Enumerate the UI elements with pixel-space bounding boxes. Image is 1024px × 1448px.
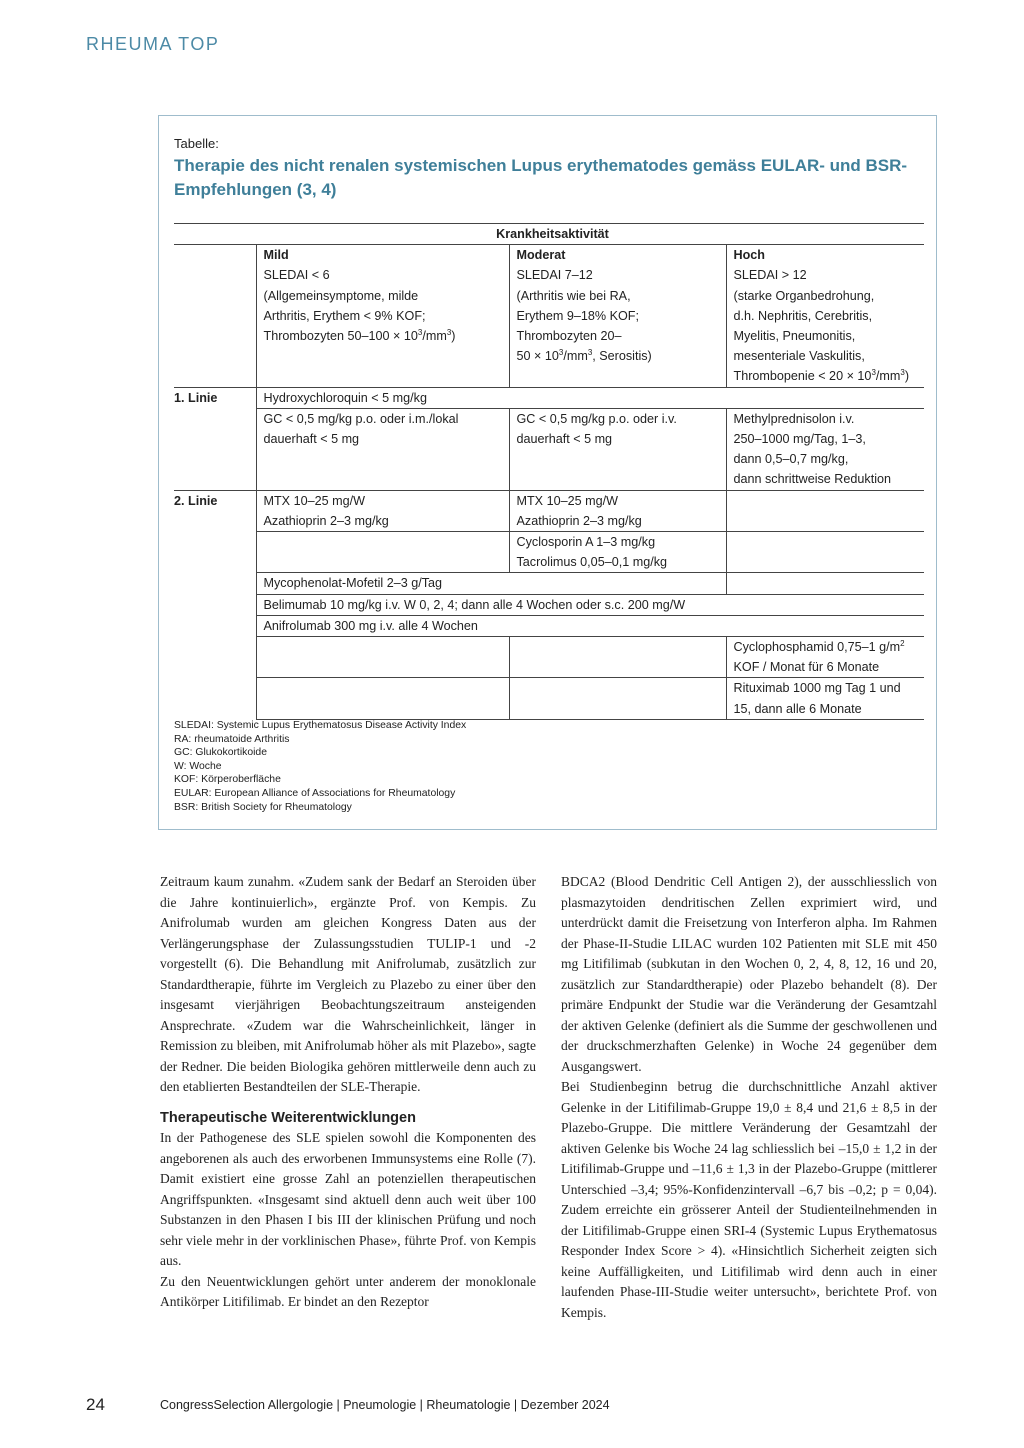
col-moderat (509, 245, 726, 387)
empty-cell (726, 532, 924, 573)
line2-row (174, 490, 924, 531)
abbreviation-list (174, 719, 466, 814)
table-box (158, 115, 937, 830)
line2-label: 2. Linie (174, 490, 256, 719)
table-kicker: Tabelle: (174, 136, 219, 151)
line1-moderat: GC < 0,5 mg/kg p.o. oder i.v. dauerhaft < 5 mg (509, 408, 726, 490)
line2-anifrolumab-row (174, 615, 924, 636)
col-moderat-title: Moderat (516, 248, 566, 263)
col-hoch-line: (starke Organbedrohung, (733, 288, 875, 303)
line2-moderat-b: Cyclosporin A 1–3 mg/kg Tacrolimus 0,05–0,1 mg/kg (509, 532, 726, 573)
line2-cyclosporin-row (174, 532, 924, 573)
belimumab-cell: Belimumab 10 mg/kg i.v. W 0, 2, 4; dann alle 4 Wochen oder s.c. 200 mg/W (256, 594, 924, 615)
empty-cell (726, 573, 924, 594)
line2-mild-a: MTX 10–25 mg/W Azathioprin 2–3 mg/kg (256, 490, 509, 531)
abbreviation: SLEDAI: Systemic Lupus Erythematosus Disease Activity Index (174, 720, 467, 731)
col-hoch (726, 245, 924, 387)
line2-mmf-row (174, 573, 924, 594)
col-mild (256, 245, 509, 387)
empty-cell (256, 678, 509, 719)
col-moderat-line: (Arthritis wie bei RA, (516, 288, 631, 303)
line2-belimumab-row (174, 594, 924, 615)
therapy-table (174, 223, 924, 720)
anifrolumab-cell: Anifrolumab 300 mg i.v. alle 4 Wochen (256, 615, 924, 636)
abbreviation: BSR: British Society for Rheumatology (174, 801, 352, 813)
line1-hoch: Methylprednisolon i.v. 250–1000 mg/Tag, 1–3, dann 0,5–0,7 mg/kg, dann schrittweise Reduktion (726, 408, 924, 490)
col-moderat-line: Erythem 9–18% KOF; (516, 308, 639, 323)
abbreviation: W: Woche (174, 760, 222, 772)
table-header-row (174, 224, 924, 245)
col-moderat-line: SLEDAI 7–12 (516, 268, 593, 283)
paragraph: Zu den Neuentwicklungen gehört unter anderem der monoklonale Antikörper Litifilimab. Er bindet an den Rezeptor (160, 1273, 536, 1309)
line2-cyclophosphamid-row (174, 637, 924, 678)
col-mild-line: (Allgemeinsymptome, milde (263, 288, 419, 303)
col-hoch-line: mesenteriale Vaskulitis, (733, 349, 865, 364)
hcq-cell: Hydroxychloroquin < 5 mg/kg (256, 387, 924, 408)
col-mild-line: Arthritis, Erythem < 9% KOF; (263, 308, 426, 323)
paragraph: Bei Studienbeginn betrug die durchschnittliche Anzahl aktiver Gelenke in der Litifilimab-Gruppe 19,0 ± 8,4 und 21,6 ± 8,5 in der Plazebo-Gruppe. Die mittlere Veränderung der Gesamtzahl der aktiven Gelenke bis Woche 24 lag schliesslich bei –15,0 ± 1,2 in der Litifilimab-Gruppe und –11,6 ± 1,3 in der Plazebo-Gruppe (mittlerer Unterschied –3,4; 95%-Konfidenzintervall –6,7 bis –0,2; p = 0,04). Zudem erreichte ein grösserer Anteil der Studienteilnehmenden in der Litifilimab-Gruppe einen SRI-4 (Systemic Lupus Erythematosus Responder Index Score > 4). «Hinsichtlich Sicherheit zeigten sich keine Auffälligkeiten, und Litifilimab wird denn auch in einer laufenden Phase-III-Studie weiter untersucht», berichtete Prof. von Kempis. (561, 1079, 937, 1320)
line2-hoch-empty (726, 490, 924, 531)
subheading: Therapeutische Weiterentwicklungen (160, 1109, 416, 1126)
body-column-left (160, 872, 536, 1313)
line1-mild: GC < 0,5 mg/kg p.o. oder i.m./lokal dauerhaft < 5 mg (256, 408, 509, 490)
paragraph: Zeitraum kaum zunahm. «Zudem sank der Bedarf an Steroiden über die Jahre kontinuierlich», ergänzte Prof. von Kempis. Zu Anifrolumab wurden am gleichen Kongress Daten aus der Verlängerungsphase der Zulassungsstudien TULIP-1 und -2 vorgestellt (6). Die Behandlung mit Anifrolumab, zusätzlich zur Standardtherapie, führte im Vergleich zu Plazebo zu einer über den insgesamt vierjährigen Beobachtungszeitraum ansteigenden Ansprechrate. «Zudem war die Wahrscheinlichkeit, länger in Remission zu bleiben, mit Anifrolumab höher als mit Plazebo», sagte der Redner. Die beiden Biologika gehören mittlerweile denn auch zu den etablierten Bestandteilen der SLE-Therapie. (160, 874, 536, 1094)
col-hoch-line: Thrombopenie < $20 \times 10^3/mm^3$) (733, 368, 910, 384)
col-mild-title: Mild (263, 248, 289, 263)
col-mild-line: Thrombozyten $50-100 \times 10^3/mm^3$) (263, 327, 456, 344)
column-header-row (174, 245, 924, 387)
section-label: RHEUMA TOP (86, 34, 220, 54)
abbreviation: RA: rheumatoide Arthritis (174, 733, 290, 745)
paragraph: In der Pathogenese des SLE spielen sowohl die Komponenten des angeborenen als auch des erworbenen Immunsystems eine Rolle (7). Damit existiert eine grosse Zahl an potenziellen therapeutischen Angriffspunkten. «Insgesamt sind aktuell denn auch weit über 100 Substanzen in den Phasen I bis III der klinischen Prüfung und noch sehr viele mehr in der vorklinischen Phase», führte Prof. von Kempis aus. (160, 1130, 536, 1268)
col-hoch-line: SLEDAI > 12 (733, 268, 807, 283)
body-column-right (561, 872, 937, 1323)
cyclophosphamid-cell: Cyclophosphamid 0,75–1 $g/m^2$ KOF / Monat für 6 Monate (726, 637, 924, 678)
rituximab-cell: Rituximab 1000 mg Tag 1 und 15, dann alle 6 Monate (726, 678, 924, 719)
line1-gc-row (174, 408, 924, 490)
group-header: Krankheitsaktivität (174, 224, 924, 245)
line1-label: 1. Linie (174, 387, 256, 490)
empty-cell (256, 637, 509, 678)
empty-cell (256, 532, 509, 573)
line2-rituximab-row (174, 678, 924, 719)
mmf-cell: Mycophenolat-Mofetil 2–3 g/Tag (256, 573, 726, 594)
col-hoch-line: d.h. Nephritis, Cerebritis, (733, 308, 873, 323)
table-title: Therapie des nicht renalen systemischen Lupus erythematodes gemäss EULAR- und BSR-Empfehlungen (3, 4) (174, 156, 908, 199)
abbreviation: EULAR: European Alliance of Associations for Rheumatology (174, 787, 456, 799)
page-number: 24 (86, 1395, 105, 1414)
col-moderat-line: Thrombozyten 20– (516, 329, 622, 344)
col-hoch-line: Myelitis, Pneumonitis, (733, 329, 856, 344)
publication-footer: CongressSelection Allergologie | Pneumologie | Rheumatologie | Dezember 2024 (160, 1398, 610, 1412)
abbreviation: GC: Glukokortikoide (174, 747, 267, 759)
col-mild-line: SLEDAI < 6 (263, 268, 330, 283)
empty-cell (509, 637, 726, 678)
empty-cell (509, 678, 726, 719)
paragraph: BDCA2 (Blood Dendritic Cell Antigen 2), der ausschliesslich von plasmazytoiden dendritischen Zellen exprimiert wird, und unterdrückt damit die Freisetzung von Interferon alpha. Im Rahmen der Phase-II-Studie LILAC wurden 102 Patienten mit SLE mit 450 mg Litifilimab (subkutan in den Wochen 0, 2, 4, 8, 12, 16 und 20, zusätzlich zur Standardtherapie) oder Plazebo behandelt (8). Der primäre Endpunkt der Studie war die Veränderung der Gesamtzahl der aktiven Gelenke (definiert als die Summe der geschwollenen und der druckschmerzhaften Gelenke) in Woche 24 gegenüber dem Ausgangswert. (561, 874, 937, 1074)
col-hoch-title: Hoch (733, 248, 765, 263)
line2-moderat-a: MTX 10–25 mg/W Azathioprin 2–3 mg/kg (509, 490, 726, 531)
col-moderat-line: $50 \times 10^3/mm^3$, Serositis) (516, 348, 652, 364)
empty-corner (174, 245, 256, 387)
abbreviation: KOF: Körperoberfläche (174, 774, 281, 786)
line1-row (174, 387, 924, 408)
